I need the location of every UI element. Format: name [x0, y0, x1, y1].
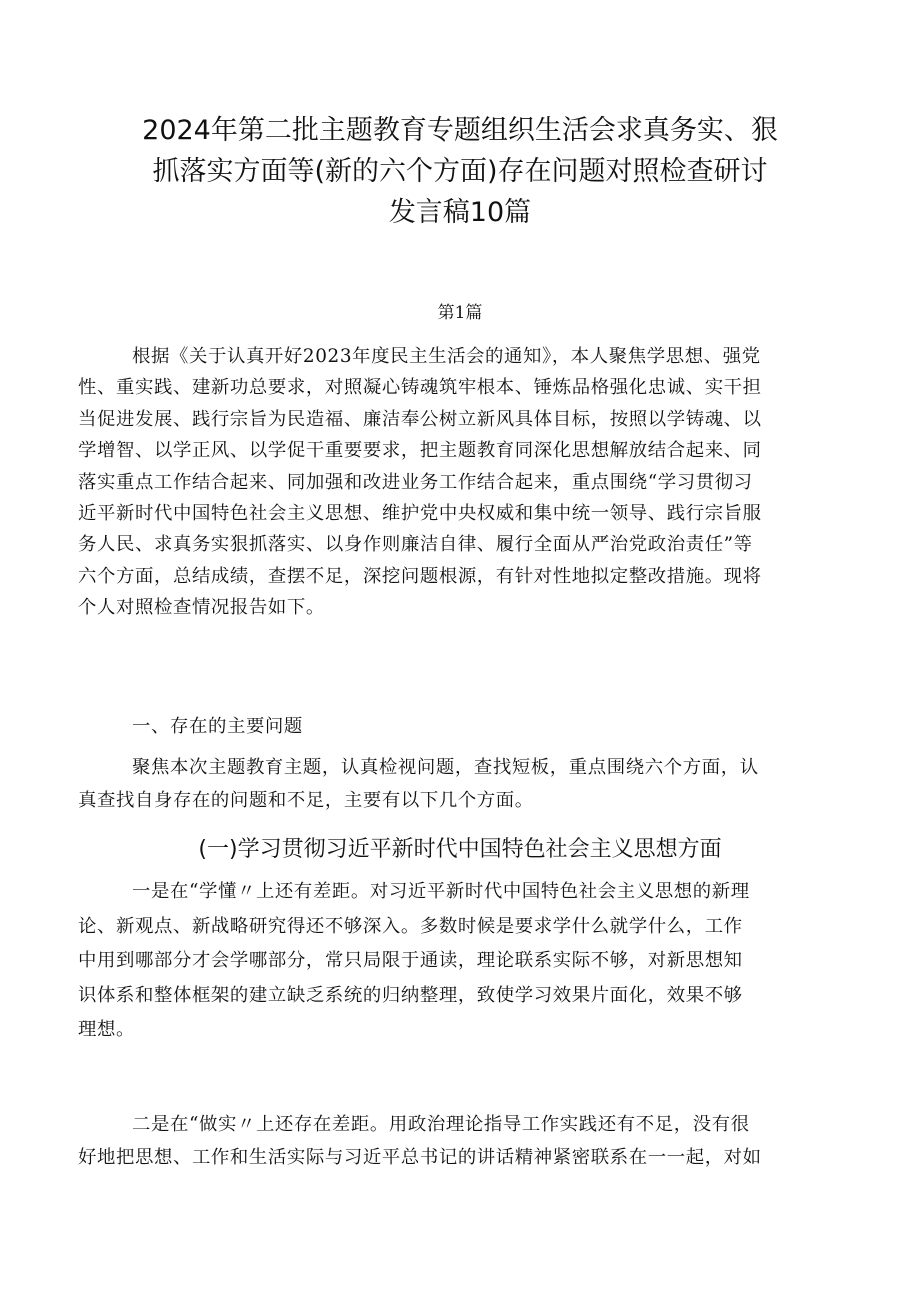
chapter-heading: 第1篇: [437, 303, 483, 323]
title-line-3: 发言稿10篇: [388, 197, 532, 228]
intro-line-9: 个人对照检查情况报告如下。: [78, 597, 325, 619]
point-two-paragraph: [78, 1108, 856, 1174]
point-one-paragraph: [78, 875, 856, 1048]
point-one-line-3: 中用到哪部分才会学哪部分，常只局限于通读，理论联系实际不够，对新思想知: [78, 950, 743, 972]
point-one-line-4: 识体系和整体框架的建立缺乏系统的归纳整理，致使学习效果片面化，效果不够: [78, 984, 743, 1006]
subsection-heading: (一)学习贯彻习近平新时代中国特色社会主义思想方面: [198, 837, 722, 862]
point-one-line-1: 一是在“学懂〃上还有差距。对习近平新时代中国特色社会主义思想的新理: [132, 881, 750, 902]
section-one-heading: [78, 711, 856, 742]
intro-paragraph: [78, 341, 856, 624]
intro-line-8: 六个方面，总结成绩，查摆不足，深挖问题根源，有针对性地拟定整改措施。现将: [78, 565, 762, 587]
intro-line-3: 当促进发展、践行宗旨为民造福、廉洁奉公树立新风具体目标，按照以学铸魂、以: [78, 408, 762, 430]
intro-line-7: 务人民、求真务实狠抓落实、以身作则廉洁自律、履行全面从严治党政治责任”等: [78, 534, 753, 556]
intro-line-6: 近平新时代中国特色社会主义思想、维护党中央权威和集中统一领导、践行宗旨服: [78, 502, 762, 524]
point-two-line-1: 二是在“做实〃上还存在差距。用政治理论指导工作实践还有不足，没有很: [132, 1114, 750, 1135]
section-one-label: 一、存在的主要问题: [132, 716, 303, 737]
document-title: [80, 110, 840, 233]
focus-line-2: 真查找自身存在的问题和不足，主要有以下几个方面。: [78, 790, 534, 811]
focus-paragraph: [78, 751, 856, 817]
title-line-2: 抓落实方面等(新的六个方面)存在问题对照检查研讨: [152, 156, 768, 187]
point-two-line-2: 好地把思想、工作和生活实际与习近平总书记的讲话精神紧密联系在一一起，对如: [78, 1147, 762, 1168]
intro-line-4: 学增智、以学正风、以学促干重要要求，把主题教育同深化思想解放结合起来、同: [78, 440, 762, 462]
focus-line-1: 聚焦本次主题教育主题，认真检视问题，查找短板，重点围绕六个方面，认: [132, 757, 759, 778]
title-line-1: 2024年第二批主题教育专题组织生活会求真务实、狠: [142, 115, 778, 146]
point-one-line-2: 论、新观点、新战略研究得还不够深入。多数时候是要求学什么就学什么，工作: [78, 915, 743, 937]
intro-line-1: 根据《关于认真开好2023年度民主生活会的通知》，本人聚焦学思想、强党: [132, 346, 761, 367]
intro-line-2: 性、重实践、建新功总要求，对照凝心铸魂筑牢根本、锤炼品格强化忠诚、实干担: [78, 377, 762, 399]
intro-line-5: 落实重点工作结合起来、同加强和改进业务工作结合起来，重点围绕“学习贯彻习: [78, 471, 753, 493]
point-one-line-5: 理想。: [78, 1019, 135, 1041]
